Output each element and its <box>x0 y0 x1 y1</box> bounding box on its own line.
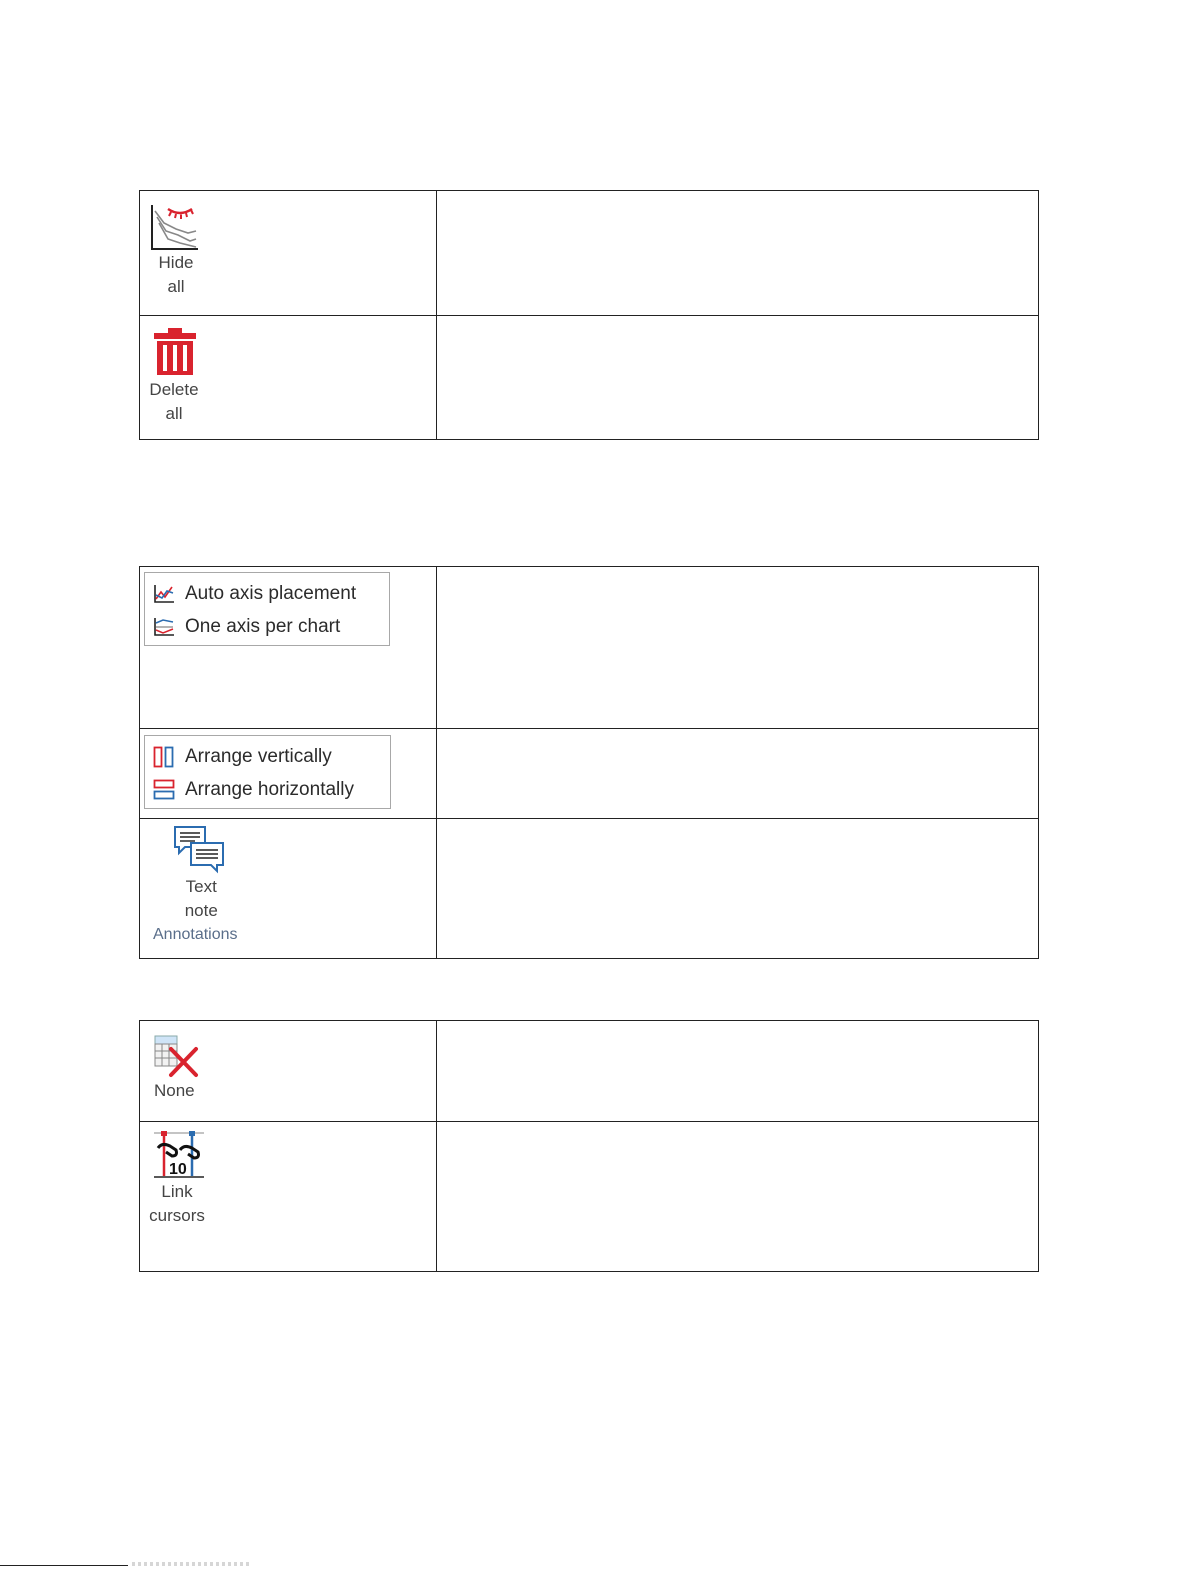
icon-cell <box>140 316 437 440</box>
annotations-group-label: Annotations <box>153 926 238 943</box>
table-cursor-options <box>139 1020 1039 1272</box>
text-note-label-1: Text <box>185 877 217 896</box>
link-cursors-label-1: Link <box>161 1182 193 1201</box>
arrange-horizontally-item[interactable] <box>153 773 382 806</box>
description-cell <box>437 191 1039 316</box>
arrange-menu <box>144 735 391 809</box>
table-row <box>140 1021 1039 1122</box>
description-cell <box>437 567 1039 729</box>
auto-axis-placement-item[interactable] <box>153 577 381 610</box>
svg-text:10: 10 <box>169 1161 187 1178</box>
icon-cell <box>140 191 437 316</box>
link-cursors-label-2: cursors <box>149 1206 205 1225</box>
table-row <box>140 1122 1039 1272</box>
menu-item-label: Auto axis placement <box>185 582 357 604</box>
description-cell <box>437 729 1039 819</box>
table-row <box>140 567 1039 729</box>
axis-menu <box>144 572 390 646</box>
auto-axis-icon <box>153 584 175 604</box>
icon-cell <box>140 1122 437 1272</box>
none-button[interactable] <box>154 1035 200 1103</box>
hide-all-label-2: all <box>167 277 185 296</box>
icon-cell <box>140 1021 437 1122</box>
description-cell <box>437 819 1039 959</box>
link-cursors-icon <box>152 1130 206 1180</box>
table-axis-arrange-annotations <box>139 566 1039 959</box>
icon-cell <box>140 567 437 729</box>
delete-all-button[interactable] <box>148 326 200 426</box>
description-cell <box>437 316 1039 440</box>
table-row <box>140 729 1039 819</box>
menu-item-label: Arrange horizontally <box>185 778 354 800</box>
arrange-vertical-icon <box>153 746 175 768</box>
none-label: None <box>154 1081 195 1100</box>
footnote-divider <box>0 1565 128 1566</box>
table-row <box>140 191 1039 316</box>
trash-icon <box>150 326 200 378</box>
description-cell <box>437 1021 1039 1122</box>
menu-item-label: Arrange vertically <box>185 745 332 767</box>
footnote-faint-text <box>132 1562 252 1566</box>
icon-cell <box>140 729 437 819</box>
one-axis-icon <box>153 617 175 637</box>
table-row <box>140 819 1039 959</box>
hide-all-icon <box>150 201 202 251</box>
description-cell <box>437 1122 1039 1272</box>
arrange-vertically-item[interactable] <box>153 740 382 773</box>
none-table-icon <box>154 1035 200 1079</box>
arrange-horizontal-icon <box>153 779 175 801</box>
text-note-label-2: note <box>184 901 218 920</box>
icon-cell <box>140 819 437 959</box>
text-note-button[interactable] <box>153 825 238 947</box>
hide-all-button[interactable] <box>150 201 202 299</box>
link-cursors-button[interactable] <box>148 1130 206 1228</box>
delete-all-label-2: all <box>165 404 183 423</box>
menu-item-label: One axis per chart <box>185 615 341 637</box>
one-axis-per-chart-item[interactable] <box>153 610 381 643</box>
hide-all-label-1: Hide <box>158 253 194 272</box>
table-row <box>140 316 1039 440</box>
delete-all-label-1: Delete <box>149 380 199 399</box>
text-note-icon <box>171 825 227 875</box>
table-hide-delete <box>139 190 1039 440</box>
